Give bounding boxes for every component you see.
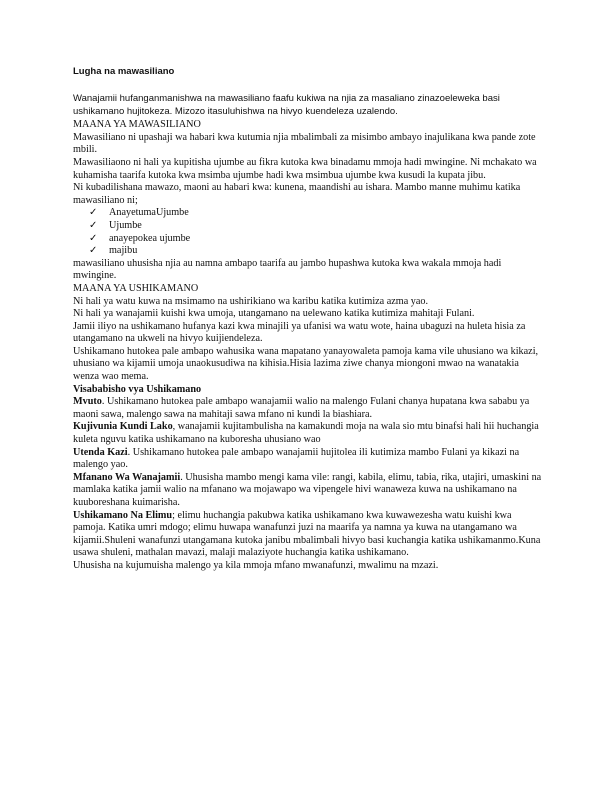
checklist-item xyxy=(89,220,543,233)
cause-item xyxy=(73,472,543,510)
section-heading-ushikamano: MAANA YA USHIKAMANO xyxy=(73,282,199,294)
cause-text: ; elimu huchangia pakubwa katika ushikamano kwa kuwawezesha watu kuishi kwa pamoja. Katika umri mdogo; elimu huwapa wanafunzi juzi na maarifa ya namna ya kuwa na utangamano wa kijamii.Shuleni wanafunzi utangamana kutoka janibu mbalimbali hivyo basi kuchangia katika ushikamanmo.Kuna usawa shuleni, mathalan mavazi, malaji malaziyote huchangia katika ushikamano. xyxy=(73,509,541,559)
cause-text: . Ushikamano hutokea pale ambapo wanajamii hujitolea ili kutimiza mambo Fulani ya kikazi na malengo yao. xyxy=(73,446,520,471)
checklist-item xyxy=(89,207,543,220)
cause-term: Mvuto xyxy=(73,396,102,408)
cause-term: Mfanano Wa Wanajamii xyxy=(73,471,181,483)
cause-text: . Uhusisha mambo mengi kama vile: rangi, kabila, elimu, tabia, rika, utajiri, umaskini na mamlaka katika jamii walio na mfanano wa mojawapo wa vipengele hivi wanaweza kuwa na ushikamano na kuuboreshana kuimarisha. xyxy=(73,471,542,508)
checklist-item-label: majibu xyxy=(109,245,138,257)
document-title: Lugha na mawasiliano xyxy=(73,66,175,77)
document-body xyxy=(73,119,543,572)
intro-paragraph: Wanajamii hufanganmanishwa na mawasiliano faafu kukiwa na njia za masaliano zinazoeleweka basi ushikamano hujitokeza. Mizozo itasuluhishwa na hivyo kuendeleza uzalendo. xyxy=(73,93,500,117)
section-heading-visababisho: Visababisho vya Ushikamano xyxy=(73,383,202,395)
paragraph: mawasiliano uhusisha njia au namna ambapo taarifa au jambo hupashwa kutoka kwa wakala mmoja hadi mwingine. xyxy=(73,257,502,282)
cause-text: , wanajamii kujitambulisha na kamakundi moja na wala sio mtu binafsi hali hii huchangia kuleta nguvu katika ushikamano na kuboresha uhusiano wao xyxy=(73,421,539,446)
paragraph: Ni kubadilishana mawazo, maoni au habari kwa: kunena, maandishi au ishara. Mambo manne muhimu katika mawasiliano ni; xyxy=(73,182,521,206)
cause-term: Utenda Kazi xyxy=(73,446,128,458)
paragraph: Jamii iliyo na ushikamano hufanya kazi kwa minajili ya ufanisi wa watu wote, haina ubaguzi na huleta hisia za utangamano na ukweli na hivyo kuijiendeleza. xyxy=(73,320,526,345)
paragraph: Mawasiliaono ni hali ya kupitisha ujumbe au fikra kutoka kwa binadamu mmoja hadi mwingine. Ni mchakato wa kuhamisha taarifa kutoka kwa msimba ujumbe hadi kwa msimbua ujumbe kwa kusudi la kupata jibu. xyxy=(73,156,537,181)
closing-paragraph: Uhusisha na kujumuisha malengo ya kila mmoja mfano mwanafunzi, mwalimu na mzazi. xyxy=(73,559,439,571)
cause-term: Ushikamano Na Elimu xyxy=(73,509,173,521)
checklist xyxy=(73,207,543,257)
document-page xyxy=(73,66,543,573)
cause-term: Kujivunia Kundi Lako xyxy=(73,421,173,433)
section-heading-mawasiliano: MAANA YA MAWASILIANO xyxy=(73,119,201,131)
checkmark-icon: ✓ xyxy=(89,232,98,244)
cause-item xyxy=(73,447,543,472)
paragraph: Ni hali ya wanajamii kuishi kwa umoja, utangamano na uelewano katika kutimiza mahitaji Fulani. xyxy=(73,308,475,320)
cause-text: . Ushikamano hutokea pale ambapo wanajamii walio na malengo Fulani chanya hupatana kwa sababu ya maoni sawa, malengo sawa na mahitaji sawa mfano ni kundi la biashiara. xyxy=(73,396,530,420)
checkmark-icon: ✓ xyxy=(89,219,98,231)
checklist-item-label: anayepokea ujumbe xyxy=(109,232,191,244)
checklist-item xyxy=(89,233,543,246)
cause-item xyxy=(73,396,543,421)
paragraph: Ni hali ya watu kuwa na msimamo na ushirikiano wa karibu katika kutimiza azma yao. xyxy=(73,295,429,307)
paragraph: Mawasiliano ni upashaji wa habari kwa kutumia njia mbalimbali za misimbo ambayo inajulikana kwa pande zote mbili. xyxy=(73,131,536,156)
cause-item xyxy=(73,421,543,446)
paragraph: Ushikamano hutokea pale ambapo wahusika wana mapatano yanayowaleta pamoja kama vile uhusiano wa kikazi, uhusiano wa kijamii umoja unaokusudiwa na kihisia.Hisia lazima ziwe chanya miongoni mwao na wanatakia wenza wao mema. xyxy=(73,345,539,383)
cause-item xyxy=(73,510,543,560)
checkmark-icon: ✓ xyxy=(89,245,98,257)
checkmark-icon: ✓ xyxy=(89,207,98,219)
checklist-item-label: Ujumbe xyxy=(109,219,142,231)
checklist-item xyxy=(89,245,543,258)
checklist-item-label: AnayetumaUjumbe xyxy=(109,207,189,219)
